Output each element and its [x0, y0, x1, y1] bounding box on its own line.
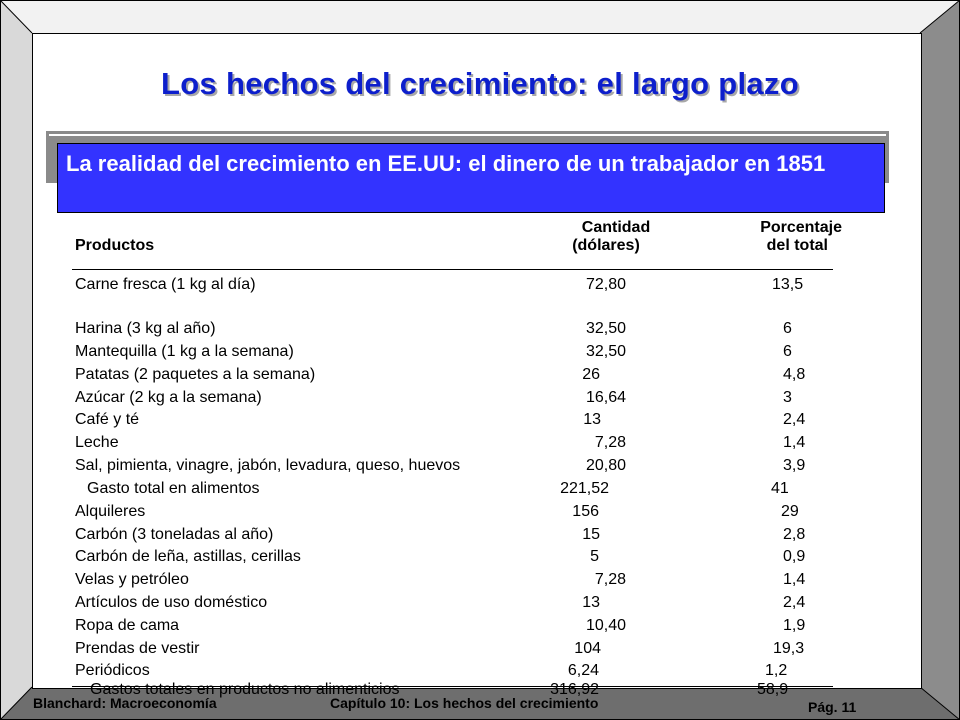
row-amount: 6,24: [567, 662, 599, 679]
row-product: Ropa de cama: [75, 617, 180, 634]
row-amount: 72,80: [585, 276, 626, 293]
row-amount: 5: [590, 548, 599, 565]
row-amount: 156: [572, 503, 599, 520]
row-product: Artículos de uso doméstico: [75, 594, 268, 611]
row-percentage: 29: [781, 503, 799, 520]
row-product: Harina (3 kg al año): [75, 320, 216, 337]
row-product: Azúcar (2 kg a la semana): [75, 389, 262, 406]
footer-page-number: Pág. 11: [808, 699, 857, 715]
row-percentage: 1,4: [783, 434, 806, 451]
header-cantidad: Cantidad: [581, 219, 651, 236]
row-amount: 15: [582, 526, 600, 543]
header-productos: Productos: [75, 237, 155, 254]
row-percentage: 1,4: [783, 571, 806, 588]
row-percentage: 41: [771, 480, 789, 497]
row-percentage: 13,5: [772, 276, 804, 293]
slide-title: Los hechos del crecimiento: el largo plazo: [161, 66, 799, 101]
row-amount: 221,52: [560, 480, 609, 497]
row-amount: 32,50: [585, 320, 626, 337]
row-percentage: 1,2: [765, 662, 788, 679]
row-product: Sal, pimienta, vinagre, jabón, levadura, queso, huevos: [75, 457, 461, 474]
row-percentage: 6: [783, 320, 792, 337]
banner: La realidad del crecimiento en EE.UU: el dinero de un trabajador en 1851: [57, 143, 885, 213]
row-product: Café y té: [75, 411, 140, 428]
row-product: Gasto total en alimentos: [87, 480, 260, 497]
row-amount: 20,80: [585, 457, 626, 474]
row-percentage: 4,8: [783, 366, 806, 383]
header-porcentaje: Porcentaje: [760, 219, 842, 236]
footer-chapter: Capítulo 10: Los hechos del crecimiento: [330, 695, 599, 711]
row-product: Periódicos: [75, 662, 150, 679]
row-percentage: 2,4: [783, 411, 806, 428]
row-percentage: 2,8: [783, 526, 806, 543]
row-product: Alquileres: [75, 503, 146, 520]
row-product: Velas y petróleo: [75, 571, 189, 588]
header-porcentaje-unit: del total: [766, 237, 828, 254]
row-product: Patatas (2 paquetes a la semana): [75, 366, 316, 383]
row-amount: 16,64: [585, 389, 626, 406]
footer-author: Blanchard: Macroeconomía: [33, 695, 217, 711]
row-percentage: 1,9: [783, 617, 806, 634]
row-amount: 13: [582, 594, 600, 611]
row-product: Leche: [75, 434, 119, 451]
row-amount: 316,92: [550, 681, 599, 698]
header-cantidad-unit: (dólares): [572, 237, 640, 254]
row-product: Mantequilla (1 kg a la semana): [75, 343, 294, 360]
row-amount: 10,40: [585, 617, 626, 634]
row-percentage: 2,4: [783, 594, 806, 611]
row-percentage: 3: [783, 389, 792, 406]
row-amount: 13: [583, 411, 601, 428]
header-rule: [72, 269, 833, 270]
row-product: Carbón de leña, astillas, cerillas: [75, 548, 301, 565]
row-amount: 32,50: [585, 343, 626, 360]
row-percentage: 6: [783, 343, 792, 360]
row-amount: 7,28: [594, 434, 626, 451]
row-product: Prendas de vestir: [75, 640, 200, 657]
row-amount: 7,28: [594, 571, 626, 588]
row-product: Carne fresca (1 kg al día): [75, 276, 256, 293]
row-percentage: 58,9: [757, 681, 789, 698]
row-percentage: 0,9: [783, 548, 806, 565]
row-percentage: 3,9: [783, 457, 806, 474]
row-product: Carbón (3 toneladas al año): [75, 526, 274, 543]
row-percentage: 19,3: [773, 640, 805, 657]
row-amount: 26: [582, 366, 600, 383]
row-product: Gastos totales en productos no alimenticios: [90, 681, 400, 698]
row-amount: 104: [574, 640, 601, 657]
